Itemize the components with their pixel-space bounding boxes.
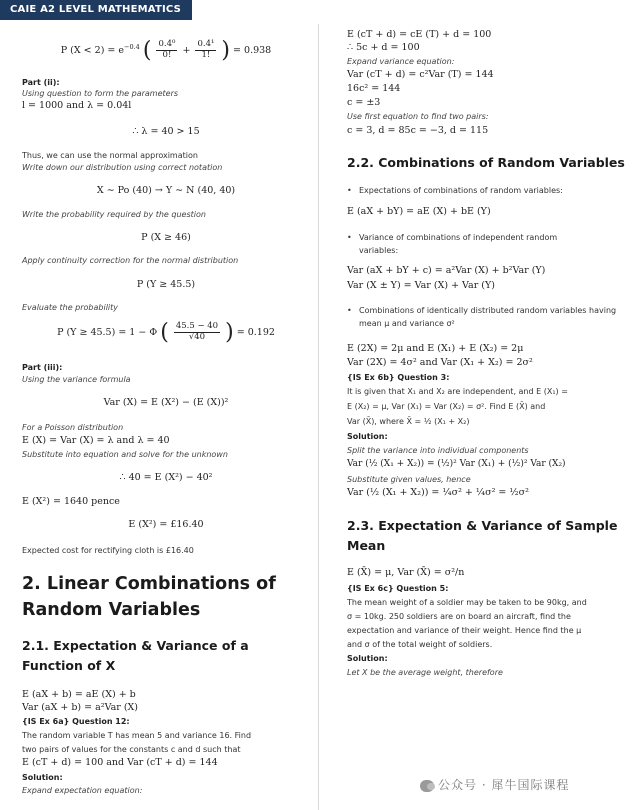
frac-eval-den: √40 [188, 332, 206, 343]
part2-params: l = 1000 and λ = 0.04l [22, 100, 132, 111]
lin-var: Var (aX + b) = a²Var (X) [22, 702, 138, 713]
eq-poisson-exp: −0.4 [124, 43, 140, 51]
bullet-1: • Expectations of combinations of random variables: [347, 184, 622, 197]
solution-label: Solution: [22, 773, 63, 782]
r-note2: Use first equation to find two pairs: [347, 112, 489, 121]
lin-e: E (aX + b) = aE (X) + b [22, 689, 136, 700]
header-title: CAIE A2 LEVEL MATHEMATICS [10, 4, 182, 15]
wechat-icon [420, 780, 434, 792]
r-line4: 16c² = 144 [347, 83, 401, 94]
sol-label: Solution: [347, 432, 388, 441]
section-2-2-title: 2.2. Combinations of Random Variables [347, 155, 625, 170]
subst-eq: Var (½ (X₁ + X₂)) = ¼σ² + ¼σ² = ½σ² [347, 487, 529, 498]
paren-close-2: ) [225, 320, 234, 345]
eq-dist: X ∼ Po (40) → Y ∼ N (40, 40) [96, 185, 236, 196]
section-2-title-line2: Random Variables [22, 600, 201, 620]
split-eq: Var (½ (X₁ + X₂)) = (½)² Var (X₁) + (½)² Var (X₂) [347, 459, 566, 469]
normal-note: Write down our distribution using correct notation [22, 163, 223, 172]
plus-sign: + [182, 45, 191, 57]
poisson-note: For a Poisson distribution [22, 423, 124, 432]
r-line2: ∴ 5c + d = 100 [347, 42, 420, 53]
frac-eval-num: 45.5 − 40 [175, 321, 219, 332]
eq-poisson-lhs: P (X < 2) = e [60, 45, 125, 57]
prob-note: Write the probability required by the question [22, 210, 206, 219]
watermark [420, 776, 569, 793]
part2-note: Using question to form the parameters [22, 89, 179, 98]
iid-1: E (2X) = 2μ and E (X₁) + E (X₂) = 2μ [347, 343, 524, 354]
bullet-2: • Variance of combinations of independent random variables: [347, 231, 587, 257]
split-note: Split the variance into individual components [347, 446, 529, 455]
ex6a-label: {IS Ex 6a} Question 12: [22, 717, 130, 726]
eval-note: Evaluate the probability [22, 303, 119, 312]
subst-note: Substitute into equation and solve for the unknown [22, 450, 228, 459]
eq-lambda: ∴ λ = 40 > 15 [132, 126, 200, 137]
ex6c-text3: expectation and variance of their weight. Hence find the μ [347, 626, 582, 635]
r-line6: c = 3, d = 85c = −3, d = 115 [347, 125, 489, 136]
ex6b-text1: It is given that X₁ and X₂ are independent, and E (X₁) = [347, 387, 568, 396]
frac-1-den: 0! [162, 50, 172, 61]
header-bar [0, 0, 192, 20]
eq-ex2-b: E (X²) = £16.40 [128, 519, 204, 530]
eq-pyge: P (Y ≥ 45.5) [136, 279, 196, 290]
eq-poisson [22, 38, 310, 63]
column-divider [318, 24, 319, 810]
poisson-line: E (X) = Var (X) = λ and λ = 40 [22, 435, 170, 446]
comb-e: E (aX + bY) = aE (X) + bE (Y) [347, 206, 491, 217]
ex6b-label: {IS Ex 6b} Question 3: [347, 373, 450, 382]
frac-2-den: 1! [201, 50, 211, 61]
normal-text: Thus, we can use the normal approximation [22, 151, 198, 160]
part2-label: Part (ii): [22, 78, 60, 87]
ex6b-text3: Var (X̄), where X̄ = ½ (X₁ + X₂) [347, 417, 470, 426]
section-2-3-title-line2: Mean [347, 538, 386, 553]
ex6b-text2: E (X₂) = μ, Var (X₁) = Var (X₂) = σ². Find E (X̄) and [347, 402, 546, 411]
ex6c-text2: σ = 10kg. 250 soldiers are on board an aircraft, find the [347, 612, 571, 621]
ex6c-text1: The mean weight of a soldier may be taken to be 90kg, and [347, 598, 587, 607]
eq-eval-rhs: = 0.192 [236, 327, 275, 339]
watermark-text: 公众号 · 犀牛国际课程 [438, 778, 570, 792]
expand-note: Expand expectation equation: [22, 786, 143, 795]
ex6a-text2: two pairs of values for the constants c and d such that [22, 745, 241, 754]
ex6c-label: {IS Ex 6c} Question 5: [347, 584, 449, 593]
subst-note-r: Substitute given values, hence [347, 475, 471, 484]
ex6a-text3: E (cT + d) = 100 and Var (cT + d) = 144 [22, 757, 218, 768]
eq-eval-lhs: P (Y ≥ 45.5) = 1 − Φ [57, 327, 158, 339]
section-2-1-title-line2: Function of X [22, 658, 116, 673]
paren-open-2: ( [160, 320, 169, 345]
section-2-1-title-line1: 2.1. Expectation & Variance of a [22, 638, 249, 653]
section-2-title-line1: 2. Linear Combinations of [22, 574, 276, 594]
iid-2: Var (2X) = 4σ² and Var (X₁ + X₂) = 2σ² [347, 357, 533, 368]
mean-eq: E (X̄) = μ, Var (X̄) = σ²/n [347, 567, 465, 578]
frac-2 [195, 40, 216, 61]
r-line1: E (cT + d) = cE (T) + d = 100 [347, 29, 492, 40]
eq-pxge: P (X ≥ 46) [141, 232, 191, 243]
part3-label: Part (iii): [22, 363, 63, 372]
comb-var2: Var (X ± Y) = Var (X) + Var (Y) [347, 280, 495, 291]
frac-1 [156, 40, 177, 61]
eq-var: Var (X) = E (X²) − (E (X))² [103, 397, 229, 408]
ex6a-text1: The random variable T has mean 5 and variance 16. Find [22, 731, 252, 740]
expected-cost: Expected cost for rectifying cloth is £16.40 [22, 546, 194, 555]
cc-note: Apply continuity correction for the normal distribution [22, 256, 239, 265]
eq-eval [22, 320, 310, 345]
eq-40: ∴ 40 = E (X²) − 40² [119, 472, 213, 483]
r-line3: Var (cT + d) = c²Var (T) = 144 [347, 69, 494, 80]
frac-2-num: 0.4¹ [197, 39, 215, 50]
part3-note: Using the variance formula [22, 375, 131, 384]
frac-1-num: 0.4⁰ [158, 39, 176, 50]
ex6c-text4: and σ of the total weight of soldiers. [347, 640, 493, 649]
paren-close: ) [221, 38, 231, 63]
final-note: Let X be the average weight, therefore [347, 668, 503, 677]
r-line5: c = ±3 [347, 97, 381, 108]
bullet-3: • Combinations of identically distributed random variables having mean μ and variance σ² [347, 304, 622, 330]
eq-poisson-rhs: = 0.938 [233, 45, 272, 57]
paren-open: ( [142, 38, 152, 63]
r-note1: Expand variance equation: [347, 57, 455, 66]
section-2-3-title-line1: 2.3. Expectation & Variance of Sample [347, 518, 618, 533]
sol-label-2: Solution: [347, 654, 388, 663]
frac-eval [174, 322, 220, 343]
eq-ex2-a: E (X²) = 1640 pence [22, 496, 120, 507]
comb-var1: Var (aX + bY + c) = a²Var (X) + b²Var (Y) [347, 265, 546, 276]
